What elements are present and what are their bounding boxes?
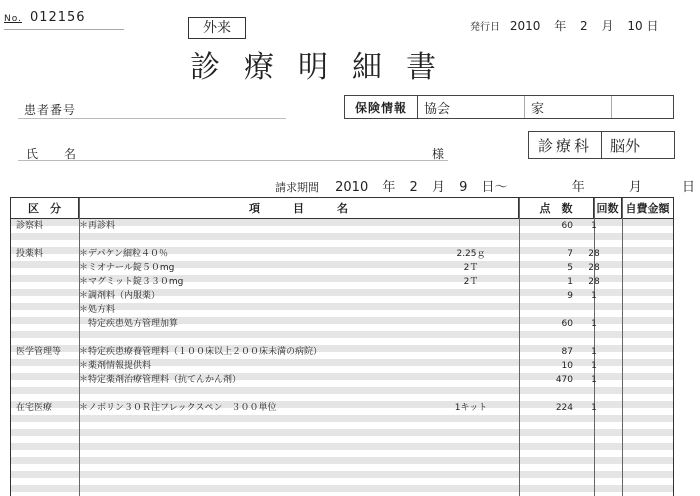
row-quantity bbox=[441, 374, 501, 387]
row-quantity bbox=[441, 388, 501, 401]
row-item-name: ＊特定薬剤治療管理料（抗てんかん剤） bbox=[79, 375, 242, 385]
department-value: 脳外 bbox=[610, 136, 641, 155]
table-header bbox=[11, 198, 673, 219]
row-points: 9 bbox=[567, 291, 573, 301]
row-category: 診察料 bbox=[16, 221, 44, 231]
row-item-name: ＊薬剤情報提供料 bbox=[79, 361, 152, 371]
issue-day: 10 bbox=[627, 19, 643, 33]
row-quantity bbox=[441, 360, 501, 373]
row-points: 10 bbox=[561, 361, 573, 371]
document-number bbox=[4, 10, 86, 25]
row-count: 28 bbox=[588, 263, 600, 273]
header-item-name: 項 目 名 bbox=[79, 198, 519, 218]
insurance-info-box bbox=[344, 95, 674, 119]
row-item-name: ＊調剤料（内服薬） bbox=[79, 291, 161, 301]
row-quantity bbox=[441, 234, 501, 247]
header-points: 点 数 bbox=[519, 198, 594, 218]
row-quantity bbox=[441, 290, 501, 303]
table-row bbox=[11, 262, 673, 275]
row-points bbox=[521, 304, 573, 317]
row-count: 28 bbox=[588, 249, 600, 259]
row-points: 224 bbox=[555, 403, 573, 413]
table-row bbox=[11, 332, 673, 345]
row-points bbox=[521, 388, 573, 401]
row-quantity bbox=[441, 332, 501, 345]
row-count bbox=[574, 234, 614, 247]
patient-number-line bbox=[18, 118, 286, 119]
row-count bbox=[574, 304, 614, 317]
issue-month-unit: 月 bbox=[601, 19, 614, 33]
row-quantity: 2.25ｇ bbox=[456, 249, 486, 259]
table-row bbox=[11, 220, 673, 233]
visit-type-badge: 外来 bbox=[188, 17, 246, 39]
row-points: 87 bbox=[561, 347, 573, 357]
row-points bbox=[521, 234, 573, 247]
issue-date-label: 発行日 bbox=[470, 22, 500, 33]
row-item-name: 特定疾患処方管理加算 bbox=[79, 319, 179, 329]
billing-period bbox=[275, 176, 700, 195]
insurance-value-1: 協会 bbox=[418, 96, 525, 118]
table-row bbox=[11, 374, 673, 387]
table-row bbox=[11, 276, 673, 289]
row-points bbox=[521, 332, 573, 345]
row-points: 5 bbox=[567, 263, 573, 273]
row-count: 28 bbox=[588, 277, 600, 287]
insurance-value-2: 家 bbox=[525, 96, 612, 118]
table-row bbox=[11, 346, 673, 359]
table-row bbox=[11, 290, 673, 303]
document-title: 診療明細書 bbox=[190, 50, 460, 85]
table-row bbox=[11, 402, 673, 415]
row-points: 7 bbox=[567, 249, 573, 259]
row-count: 1 bbox=[591, 403, 597, 413]
row-quantity bbox=[441, 318, 501, 331]
period-end-month-unit: 月 bbox=[628, 180, 642, 195]
department-box bbox=[528, 131, 675, 159]
row-quantity: 2Ｔ bbox=[463, 277, 479, 287]
row-count: 1 bbox=[591, 361, 597, 371]
honorific: 様 bbox=[432, 147, 445, 161]
row-item-name: ＊ノボリン３０Ｒ注フレックスペン ３００単位 bbox=[79, 403, 277, 413]
row-item-name: ＊デパケン細粒４０％ bbox=[79, 249, 169, 259]
table-row bbox=[11, 360, 673, 373]
issue-year-unit: 年 bbox=[554, 19, 567, 33]
row-quantity: 2Ｔ bbox=[463, 263, 479, 273]
insurance-value-3 bbox=[612, 96, 618, 118]
issue-date bbox=[470, 17, 658, 34]
row-count bbox=[574, 388, 614, 401]
insurance-info-label: 保険情報 bbox=[345, 96, 418, 118]
row-quantity: 1キット bbox=[454, 403, 488, 413]
period-day-unit: 日～ bbox=[481, 180, 508, 195]
period-start-year: 2010 bbox=[335, 180, 369, 195]
row-count: 1 bbox=[591, 347, 597, 357]
document-number-value: 012156 bbox=[29, 10, 86, 25]
period-end-year-unit: 年 bbox=[571, 180, 585, 195]
document-number-label: No. bbox=[4, 14, 22, 24]
header-count: 回数 bbox=[594, 198, 622, 218]
row-count: 1 bbox=[591, 375, 597, 385]
row-category: 医学管理等 bbox=[16, 347, 62, 357]
table-row bbox=[11, 304, 673, 317]
row-points: 60 bbox=[561, 319, 573, 329]
department-label: 診療科 bbox=[529, 132, 602, 158]
row-points: 470 bbox=[555, 375, 573, 385]
period-year-unit: 年 bbox=[382, 180, 396, 195]
billing-period-label: 請求期間 bbox=[275, 181, 319, 194]
row-item-name: ＊再診料 bbox=[79, 221, 116, 231]
row-count: 1 bbox=[591, 291, 597, 301]
row-points: 60 bbox=[561, 221, 573, 231]
row-count: 1 bbox=[591, 319, 597, 329]
patient-name-line bbox=[18, 160, 448, 161]
period-month-unit: 月 bbox=[431, 180, 445, 195]
row-item-name: ＊ミオナール錠５０mg bbox=[79, 263, 175, 273]
table-row bbox=[11, 248, 673, 261]
issue-year: 2010 bbox=[509, 19, 541, 33]
details-table bbox=[10, 197, 674, 496]
row-count bbox=[574, 332, 614, 345]
row-category: 在宅医療 bbox=[16, 403, 53, 413]
row-category: 投薬料 bbox=[16, 249, 44, 259]
period-start-month: 2 bbox=[409, 180, 418, 195]
row-quantity bbox=[441, 304, 501, 317]
issue-day-unit: 日 bbox=[646, 19, 659, 33]
header-self-pay: 自費金額 bbox=[625, 202, 670, 215]
document-number-underline bbox=[4, 29, 124, 30]
row-item-name: ＊特定疾患療養管理料（１００床以上２００床未満の病院） bbox=[79, 347, 323, 357]
row-points: 1 bbox=[567, 277, 573, 287]
row-quantity bbox=[441, 220, 501, 233]
table-row bbox=[11, 234, 673, 247]
patient-name-label: 氏名 bbox=[26, 147, 103, 161]
patient-number-label: 患者番号 bbox=[24, 103, 77, 117]
row-item-name: ＊マグミット錠３３０mg bbox=[79, 277, 184, 287]
row-item-name: ＊処方料 bbox=[79, 305, 116, 315]
header-category: 区 分 bbox=[11, 198, 79, 218]
issue-month: 2 bbox=[580, 19, 588, 33]
period-end-day-unit: 日 bbox=[682, 180, 696, 195]
row-count: 1 bbox=[591, 221, 597, 231]
table-row bbox=[11, 388, 673, 401]
row-quantity bbox=[441, 346, 501, 359]
period-start-day: 9 bbox=[459, 180, 468, 195]
table-row bbox=[11, 318, 673, 331]
